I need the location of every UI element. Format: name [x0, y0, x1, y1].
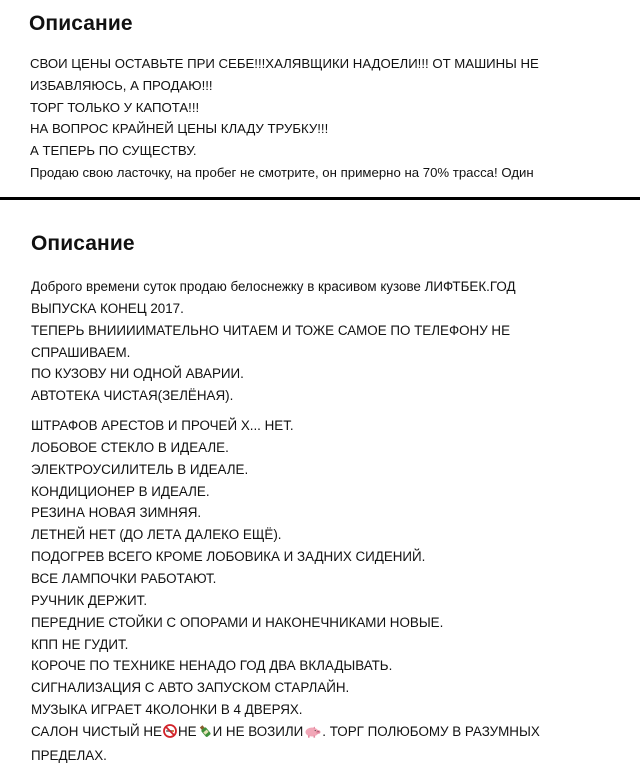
description-text	[30, 53, 539, 184]
description-line: РУЧНИК ДЕРЖИТ.	[31, 592, 148, 608]
description-line: ШТРАФОВ АРЕСТОВ И ПРОЧЕЙ Х... НЕТ.	[31, 418, 294, 434]
description-line-with-emoji	[31, 721, 540, 745]
description-line: Доброго времени суток продаю белоснежку в красивом кузове ЛИФТБЕК.ГОД	[31, 279, 516, 294]
description-line: ВЫПУСКА КОНЕЦ 2017.	[31, 300, 184, 316]
description-line: ТОРГ ТОЛЬКО У КАПОТА!!!	[30, 99, 200, 115]
bottle-icon	[198, 723, 212, 745]
description-line: ЛОБОВОЕ СТЕКЛО В ИДЕАЛЕ.	[31, 439, 229, 455]
section-title: Описание	[31, 232, 135, 255]
description-line: ЛЕТНЕЙ НЕТ (ДО ЛЕТА ДАЛЕКО ЕЩЁ).	[31, 527, 282, 543]
pig-icon	[304, 723, 321, 745]
description-line: ПО КУЗОВУ НИ ОДНОЙ АВАРИИ.	[31, 366, 244, 382]
description-line: КПП НЕ ГУДИТ.	[31, 636, 129, 652]
description-line: ПЕРЕДНИЕ СТОЙКИ С ОПОРАМИ И НАКОНЕЧНИКАМИ НОВЫЕ.	[31, 614, 444, 630]
description-text	[31, 276, 540, 767]
description-panel-2	[0, 200, 640, 763]
description-line: ИЗБАВЛЯЮСЬ, А ПРОДАЮ!!!	[30, 77, 213, 93]
description-line: Продаю свою ласточку, на пробег не смотрите, он примерно на 70% трасса! Один	[30, 164, 534, 180]
text-fragment: . ТОРГ ПОЛЮБОМУ В РАЗУМНЫХ	[322, 723, 540, 739]
description-panel-1	[0, 0, 640, 198]
description-line: КОРОЧЕ ПО ТЕХНИКЕ НЕНАДО ГОД ДВА ВКЛАДЫВАТЬ.	[31, 658, 393, 674]
section-title: Описание	[29, 12, 133, 35]
no-smoking-icon	[163, 723, 177, 745]
paragraph-gap	[31, 407, 540, 415]
description-line: РЕЗИНА НОВАЯ ЗИМНЯЯ.	[31, 505, 202, 521]
description-line: СИГНАЛИЗАЦИЯ С АВТО ЗАПУСКОМ СТАРЛАЙН.	[31, 680, 350, 696]
description-line: МУЗЫКА ИГРАЕТ 4КОЛОНКИ В 4 ДВЕРЯХ.	[31, 702, 303, 718]
text-fragment: НЕ	[177, 723, 197, 739]
description-line: АВТОТЕКА ЧИСТАЯ(ЗЕЛЁНАЯ).	[31, 388, 234, 404]
description-line: СВОИ ЦЕНЫ ОСТАВЬТЕ ПРИ СЕБЕ!!!ХАЛЯВЩИКИ НАДОЕЛИ!!! ОТ МАШИНЫ НЕ	[30, 56, 539, 71]
description-line: СПРАШИВАЕМ.	[31, 344, 131, 360]
description-line: НА ВОПРОС КРАЙНЕЙ ЦЕНЫ КЛАДУ ТРУБКУ!!!	[30, 121, 329, 137]
description-line: КОНДИЦИОНЕР В ИДЕАЛЕ.	[31, 483, 210, 499]
text-fragment: И НЕ ВОЗИЛИ	[212, 723, 304, 739]
text-fragment: САЛОН ЧИСТЫЙ НЕ	[31, 723, 162, 739]
description-line: ПОДОГРЕВ ВСЕГО КРОМЕ ЛОБОВИКА И ЗАДНИХ СИДЕНИЙ.	[31, 549, 426, 565]
description-line: ТЕПЕРЬ ВНИИИИМАТЕЛЬНО ЧИТАЕМ И ТОЖЕ САМОЕ ПО ТЕЛЕФОНУ НЕ	[31, 322, 511, 338]
description-line: А ТЕПЕРЬ ПО СУЩЕСТВУ.	[30, 143, 197, 159]
description-line: ПРЕДЕЛАХ.	[31, 747, 107, 763]
description-line: ВСЕ ЛАМПОЧКИ РАБОТАЮТ.	[31, 570, 217, 586]
description-line: ЭЛЕКТРОУСИЛИТЕЛЬ В ИДЕАЛЕ.	[31, 461, 249, 477]
